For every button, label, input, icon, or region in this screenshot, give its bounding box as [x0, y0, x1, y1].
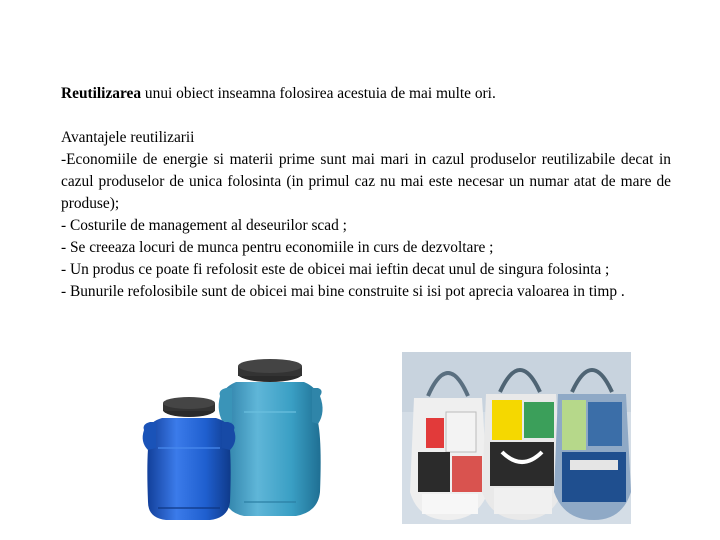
advantage-item: - Bunurile refolosibile sunt de obicei mai bine construite si isi pot aprecia valoarea in timp . [61, 283, 625, 300]
intro-definition: unui obiect inseamna folosirea acestuia de mai multe ori. [141, 85, 496, 102]
advantage-item: -Economiile de energie si materii prime sunt mai mari in cazul produselor reutilizabile decat in cazul produselor de unica folosinta (in primul caz nu mai este necesar un numar atat de mare de produse); [61, 151, 671, 212]
paragraph-gap [61, 105, 671, 127]
intro-keyword: Reutilizarea [61, 85, 142, 102]
bag-middle [482, 394, 562, 520]
main-text [61, 83, 671, 303]
advantage-item: - Se creeaza locuri de munca pentru economiile in curs de dezvoltare ; [61, 239, 494, 256]
intro-paragraph [61, 83, 671, 105]
bag-right [554, 394, 631, 520]
reusable-bags-image [402, 352, 631, 524]
advantage-item: - Un produs ce poate fi refolosit este de obicei mai ieftin decat unul de singura folosinta ; [61, 261, 610, 278]
plastic-drums-image [136, 352, 330, 524]
advantages-heading: Avantajele reutilizarii [61, 129, 195, 146]
advantage-item: - Costurile de management al deseurilor scad ; [61, 217, 347, 234]
bag-left [410, 398, 488, 520]
